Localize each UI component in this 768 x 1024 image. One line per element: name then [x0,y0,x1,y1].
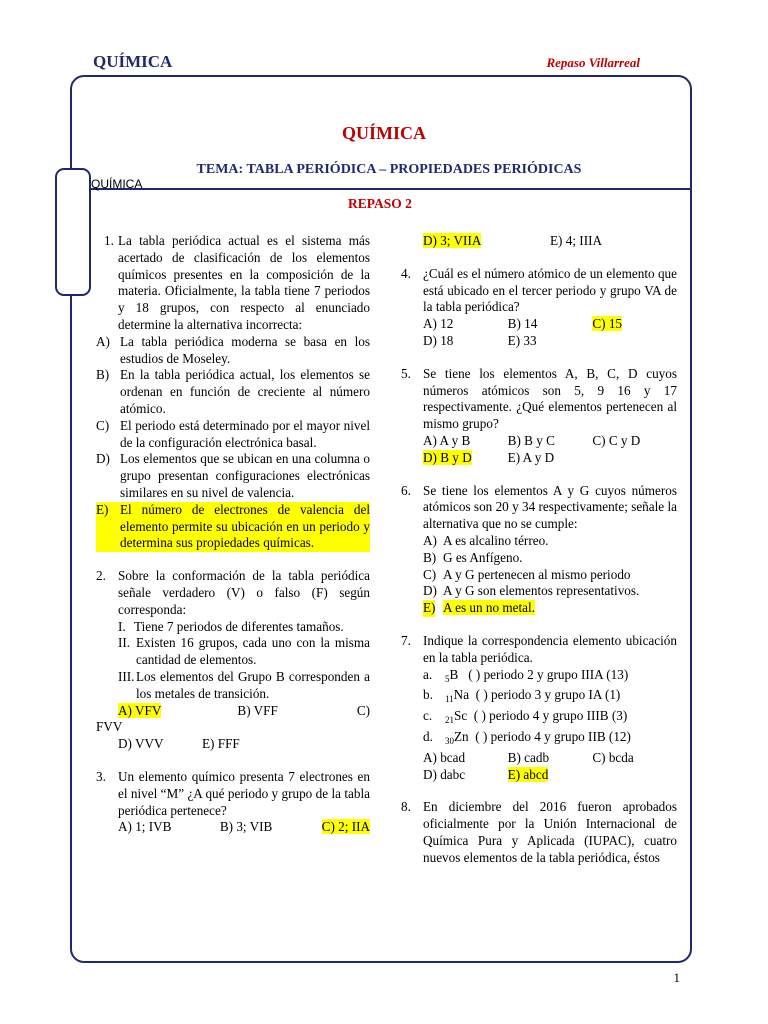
option-a: A) La tabla periódica moderna se basa en los estudios de Moseley. [96,333,370,366]
answer-d-answer: D) B y D [423,449,472,465]
question-number: 6. [401,482,411,498]
question-text: Un elemento químico presenta 7 electrones en el nivel “M” ¿A qué periodo y grupo de la tabla periódica pertenece? [118,768,370,818]
topic-title: TEMA: TABLA PERIÓDICA – PROPIEDADES PERIÓDICAS [196,162,582,177]
question-text: Indique la correspondencia elemento ubicación en la tabla periódica. [423,632,677,665]
answer-row [423,450,677,467]
answer-a: A) 12 [423,316,454,332]
option-b: B) G es Anfígeno. [423,549,523,565]
answer-a: A) VFV [118,702,162,718]
question-3-continued [401,233,677,250]
answer-row [423,316,677,333]
answer-b: B) VFF [237,702,278,718]
answer-a: A) 1; IVB [118,819,172,835]
question-4 [401,266,677,350]
option-c: C) A y G pertenecen al mismo periodo [423,566,631,582]
option-a: A) A es alcalino térreo. [423,532,549,548]
option-c: C) El periodo está determinado por el mayor nivel de la configuración electrónica basal. [96,417,370,450]
side-tab-label: QUÍMICA [91,177,143,191]
page-number: 1 [673,970,680,985]
statement-3: III. Los elementos del Grupo B corresponden a los metales de transición. [118,668,370,701]
answer-d: D) 18 [423,332,454,348]
answer-c: C) C y D [592,432,641,448]
answer-row [118,819,370,836]
answer-c: C) [356,702,370,718]
question-text: La tabla periódica actual es el sistema más acertado de clasificación de los elementos químicos presentes en la composición de la materia. Oficialmente, la tabla tiene 7 periodos y 18 grupos, con respecto al enunciado determine la alternativa incorrecta: [118,233,370,332]
question-1 [96,233,370,552]
answer-e: E) 4; IIIA [550,233,602,248]
answer-e: E) A y D [507,449,555,465]
question-number: 5. [401,365,411,381]
side-tab [55,168,91,296]
question-text: ¿Cuál es el número atómico de un elemento que está ubicado en el tercer periodo y grupo VA de la tabla periódica? [423,265,677,315]
answer-b: B) 14 [507,316,538,332]
question-text: Se tiene los elementos A, B, C, D cuyos números atómicos son 5, 9 16 y 17 respectivamente. ¿Qué elementos pertenecen al mismo grupo? [423,365,677,432]
answer-a: A) A y B [423,432,471,448]
option-e-answer: E) El número de electrones de valencia del elemento permite su ubicación en un periodo y determina sus propiedades químicas. [96,501,370,551]
answer-e-answer: E) abcd [507,766,549,782]
question-7 [401,633,677,783]
answer-row [423,767,677,784]
match-item-d: d. $_{30}$Zn ( ) periodo 4 y grupo IIB (12) [423,728,631,746]
answer-d-answer: D) 3; VIIA [423,233,482,248]
statement-2: II. Existen 16 grupos, cada uno con la misma cantidad de elementos. [118,635,370,668]
header-subject: QUÍMICA [93,52,173,71]
question-number: 8. [401,799,411,815]
answer-a: A) bcad [423,749,466,765]
answer-e: E) 33 [507,332,537,348]
answer-row [118,703,370,720]
match-item-c: c. $_{21}$Sc ( ) periodo 4 y grupo IIIB (3) [423,708,628,726]
answer-b: B) 3; VIB [219,819,273,835]
answer-c: C) 2; IIA [321,819,371,835]
question-number: 3. [96,768,106,784]
answer-d: D) VVV [118,736,164,752]
question-text: Sobre la conformación de la tabla periódica señale verdadero (V) o falso (F) según corresponda: [118,568,370,617]
answer-d: D) dabc [423,766,466,782]
left-column [96,233,370,852]
question-text: En diciembre del 2016 fueron aprobados oficialmente por la Unión Internacional de Química Pura y Aplicada (IUPAC), cuatro nuevos elementos de la tabla periódica, éstos [423,799,677,865]
match-item-a: a. $_5$B ( ) periodo 2 y grupo IIIA (13) [423,666,629,684]
answer-row [423,333,677,350]
question-3 [96,769,370,836]
question-number: 4. [401,265,411,281]
question-8 [401,799,677,866]
option-d: D) Los elementos que se ubican en una columna o grupo presentan configuraciones electrónicas similares en su nivel de valencia. [96,451,370,500]
header-course: Repaso Villarreal [546,55,640,70]
answer-c: C) bcda [592,749,634,765]
question-number: 2. [96,568,106,584]
answer-row [423,433,677,450]
question-number: 7. [401,632,411,648]
question-6 [401,483,677,617]
section-title: REPASO 2 [348,196,412,211]
question-text: Se tiene los elementos A y G cuyos números atómicos son 20 y 34 respectivamente; señale la alternativa que no se cumple: [423,482,677,532]
answer-row [423,233,677,250]
answer-c-answer: C) 15 [592,316,623,332]
answer-b: B) B y C [507,432,555,448]
header-divider [91,188,692,190]
option-b: B) En la tabla periódica actual, los elementos se ordenan en función de creciente al número atómico. [96,367,370,416]
option-d: D) A y G son elementos representativos. [423,583,640,599]
statement-1: I. Tiene 7 periodos de diferentes tamaños. [118,618,344,634]
question-2 [96,568,370,753]
answer-row [118,736,370,753]
right-column [401,233,677,883]
page-title: QUÍMICA [342,123,426,143]
answer-e: E) FFF [202,736,240,752]
question-number: 1. [104,233,114,248]
option-e-answer: E) A es un no metal. [423,600,535,616]
answer-c-value: FVV [96,719,123,735]
answer-row [423,750,677,767]
answer-b: B) cadb [507,749,550,765]
question-5 [401,366,677,467]
match-item-b: b. $_{11}$Na ( ) periodo 3 y grupo IA (1) [423,687,621,705]
